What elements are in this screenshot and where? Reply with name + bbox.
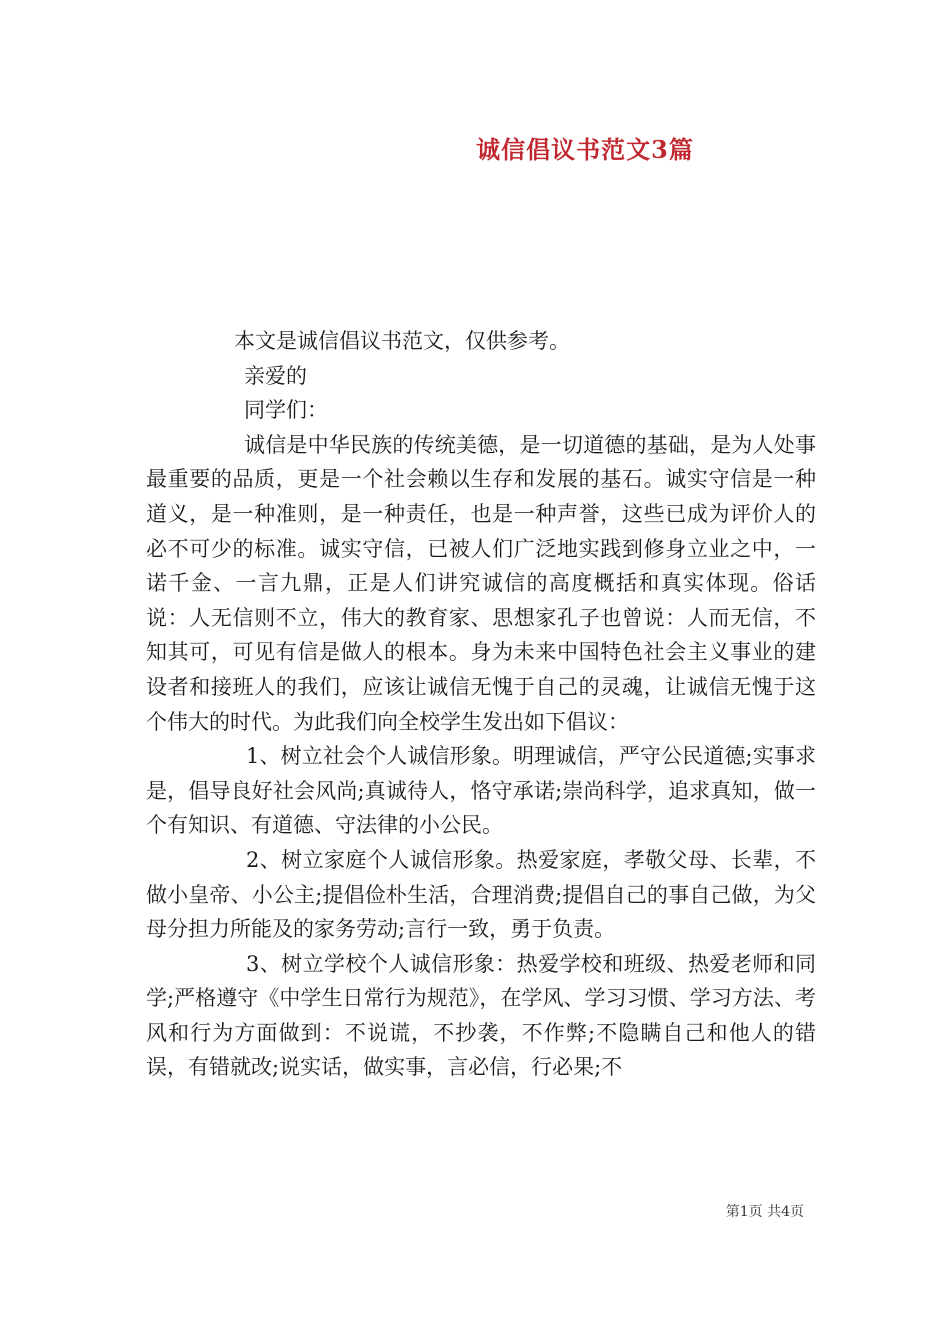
intro-paragraph: 本文是诚信倡议书范文，仅供参考。: [234, 329, 570, 353]
document-title: 诚信倡议书范文3篇: [476, 135, 694, 164]
page-number-footer: 第1页 共4页: [725, 1204, 804, 1220]
proposal-item-3: 3、树立学校个人诚信形象：热爱学校和班级、热爱老师和同学;严格遵守《中学生日常行为规范》，在学风、学习习惯、学习方法、考风和行为方面做到：不说谎，不抄袭，不作弊;不隐瞒自己和他人的错误，有错就改;说实话，做实事，言必信，行必果;不: [146, 951, 816, 1080]
proposal-item-2: 2、树立家庭个人诚信形象。热爱家庭，孝敬父母、长辈，不做小皇帝、小公主;提倡俭朴生活，合理消费;提倡自己的事自己做，为父母分担力所能及的家务劳动;言行一致，勇于负责。: [146, 847, 816, 942]
salutation-line-2: 同学们：: [244, 398, 328, 423]
proposal-item-1: 1、树立社会个人诚信形象。明理诚信，严守公民道德;实事求是，倡导良好社会风尚;真诚待人，恪守承诺;崇尚科学，追求真知，做一个有知识、有道德、守法律的小公民。: [146, 744, 816, 838]
body-paragraph: 诚信是中华民族的传统美德，是一切道德的基础，是为人处事最重要的品质，更是一个社会赖以生存和发展的基石。诚实守信是一种道义，是一种准则，是一种责任，也是一种声誉，这些已成为评价人的必不可少的标准。诚实守信，已被人们广泛地实践到修身立业之中，一诺千金、一言九鼎，正是人们讲究诚信的高度概括和真实体现。俗话说：人无信则不立，伟大的教育家、思想家孔子也曾说：人而无信，不知其可，可见有信是做人的根本。身为未来中国特色社会主义事业的建设者和接班人的我们，应该让诚信无愧于自己的灵魂，让诚信无愧于这个伟大的时代。为此我们向全校学生发出如下倡议：: [146, 432, 816, 734]
salutation-line-1: 亲爱的: [244, 363, 307, 388]
document-body: [146, 324, 816, 1085]
